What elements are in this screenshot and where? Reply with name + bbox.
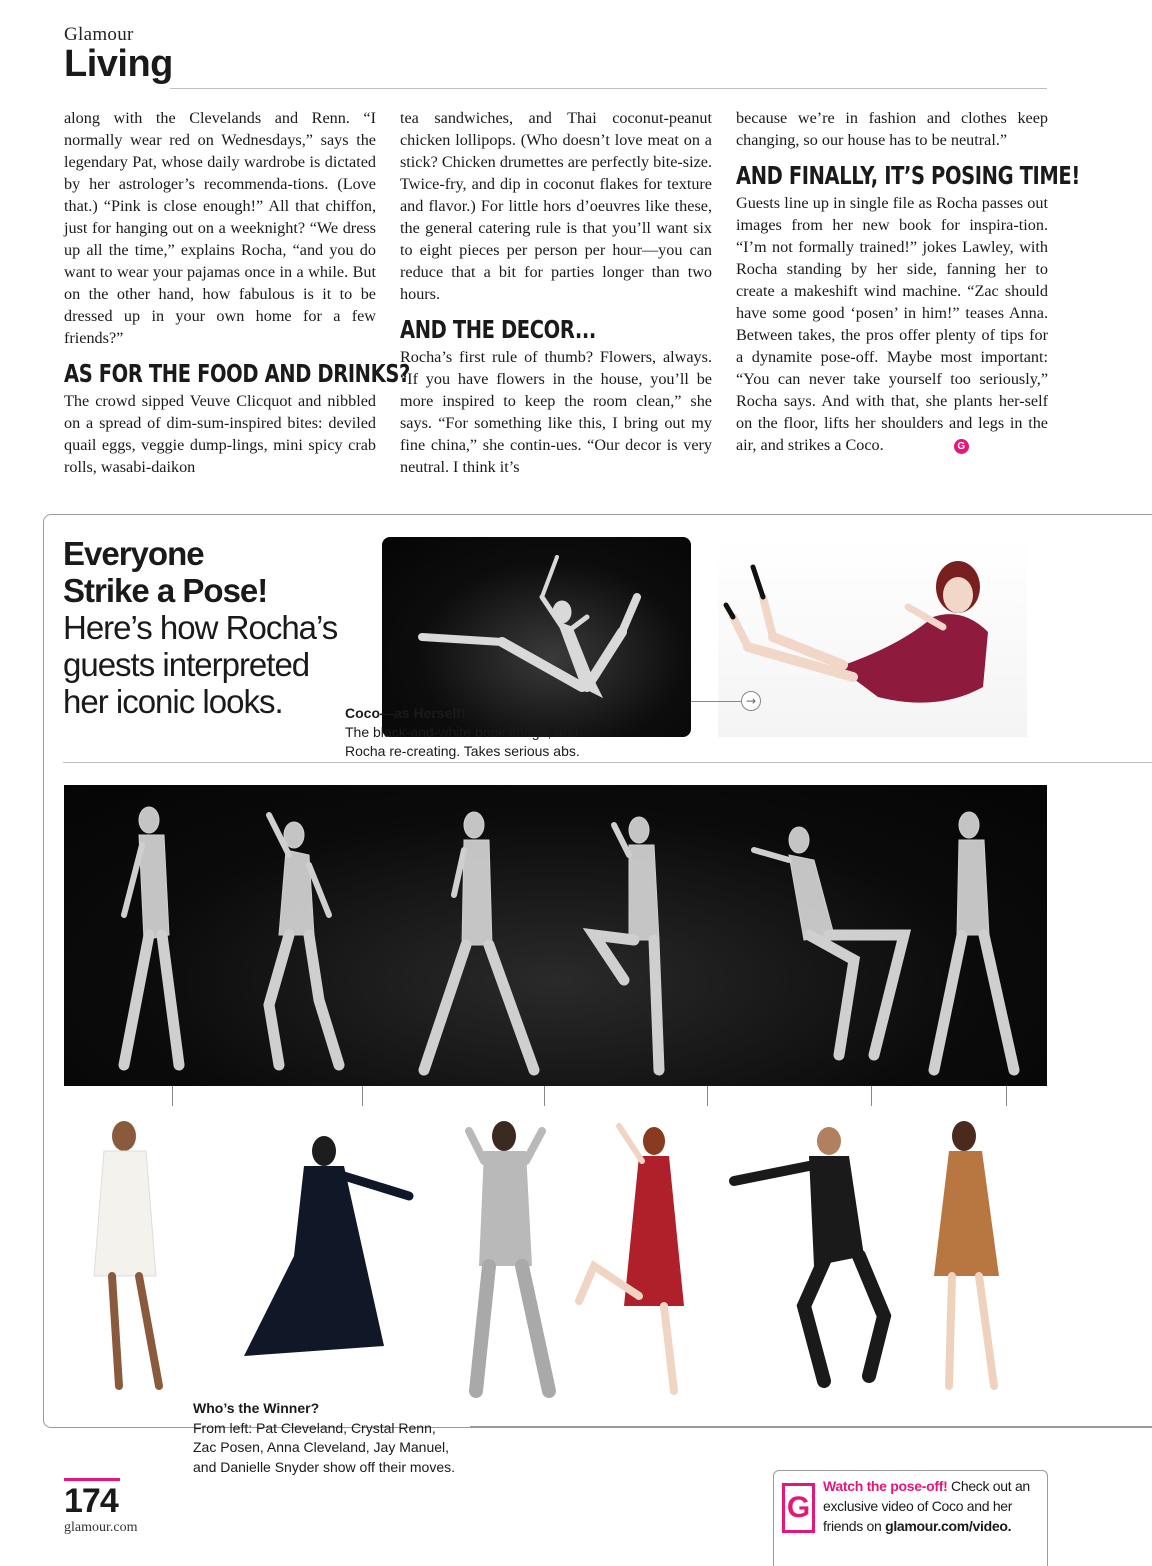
header-rule xyxy=(170,88,1047,89)
caption-line: The black-and-white book image, and xyxy=(345,724,579,740)
paragraph xyxy=(736,192,1048,456)
promo-lead: Watch the pose-off! xyxy=(823,1478,948,1494)
video-promo-box[interactable] xyxy=(773,1470,1048,1566)
guest-crystal-renn xyxy=(244,1136,409,1356)
page-number: 174 xyxy=(64,1482,118,1520)
caption-line: and Danielle Snyder show off their moves. xyxy=(193,1458,455,1475)
arrow-right-icon: → xyxy=(741,691,761,711)
caption-heading: Coco—as Herself! xyxy=(345,705,466,721)
folio-accent-bar xyxy=(64,1478,120,1481)
promo-body: Check out an exclusive video of Coco and her friends on xyxy=(823,1478,1030,1534)
subhead-decor: AND THE DECOR... xyxy=(400,315,596,344)
connector-line xyxy=(691,701,741,702)
guest-danielle-snyder xyxy=(934,1121,999,1386)
dancer-pose-6 xyxy=(934,812,1014,1070)
dancer-silhouettes xyxy=(64,785,1047,1086)
promo-text xyxy=(823,1476,1045,1536)
caption-winner xyxy=(193,1399,455,1477)
glamour-g-logo-icon: G xyxy=(782,1483,815,1533)
folio xyxy=(64,1478,138,1536)
article-column-1 xyxy=(64,107,410,478)
subhead-food: AS FOR THE FOOD AND DRINKS? xyxy=(64,359,410,388)
book-poses-strip xyxy=(64,785,1047,1086)
caption-line: Rocha re-creating. Takes serious abs. xyxy=(345,743,580,759)
guest-pat-cleveland xyxy=(94,1121,159,1386)
feature-subtitle-3: her iconic looks. xyxy=(63,683,283,720)
paragraph-text: Guests line up in single file as Rocha passes out images from her new book for inspira-tion. “I’m not formally trained!” jokes Lawley, with Rocha standing by her side, fanning her to create a makeshift wind machine. “Zac should have some good ‘posen’ in him!” teases Anna. Between takes, the pros offer plenty of tips for a dynamite pose-off. Maybe most important: “You can never take yourself too seriously,” Rocha says. And with that, she plants her-self on the floor, lifts her shoulders and legs in the air, and strikes a Coco. xyxy=(736,194,1048,454)
feature-headline-2: Strike a Pose! xyxy=(63,572,268,609)
paragraph: Rocha’s first rule of thumb? Flowers, always. “If you have flowers in the house, you’ll be more inspired to keep the room clean,” she says. “For something like this, I bring out my fine china,” she contin-ues. “Our decor is very neutral. I think it’s xyxy=(400,348,712,476)
model-figure xyxy=(718,537,1027,737)
paragraph: tea sandwiches, and Thai coconut-peanut chicken lollipops. (Who doesn’t love meat on a stick? Chicken drumettes are perfectly bite-size. Twice-fry, and dip in coconut flakes for texture and flavor.) For little hors d’oeuvres like these, the general catering rule is that you’ll want six to eight pieces per person per hour—you can reduce that a bit for parties longer than two hours. xyxy=(400,109,712,303)
guest-figures xyxy=(64,1106,1047,1407)
box-bottom-rule xyxy=(470,1426,1152,1427)
dancer-pose-4 xyxy=(594,817,659,1070)
dancer-pose-3 xyxy=(424,812,534,1070)
end-mark-icon: G xyxy=(954,439,969,454)
feature-headline-1: Everyone xyxy=(63,535,204,572)
feature-subtitle-1: Here’s how Rocha’s xyxy=(63,609,338,646)
caption-line: From left: Pat Cleveland, Crystal Renn, xyxy=(193,1419,436,1436)
paragraph: along with the Clevelands and Renn. “I normally wear red on Wednesdays,” says the legendary Pat, whose daily wardrobe is dictated by her astrologer’s recommenda-tions. (Love that.) “Pink is close enough!” All that chiffon, just for hanging out on a weeknight? “We dress up all the time,” explains Rocha, “and you do want to wear your pajamas once in a while. But on the other hand, how fabulous is it to be dressed up in your own home for a few friends?” xyxy=(64,109,376,347)
paragraph: because we’re in fashion and clothes keep changing, so our house has to be neutral.” xyxy=(736,109,1048,149)
page-header xyxy=(64,24,173,84)
paragraph: The crowd sipped Veuve Clicquot and nibbled on a spread of dim-sum-inspired bites: deviled quail eggs, veggie dump-lings, mini spicy crab rolls, wasabi-daikon xyxy=(64,392,376,476)
article-column-2 xyxy=(400,107,712,478)
site-url: glamour.com xyxy=(64,1520,138,1535)
feature-subtitle-2: guests interpreted xyxy=(63,646,310,683)
caption-coco xyxy=(345,704,580,761)
dancer-pose-1 xyxy=(124,807,179,1065)
promo-url-link[interactable]: glamour.com/video. xyxy=(885,1518,1012,1534)
subhead-posing: AND FINALLY, IT’S POSING TIME! xyxy=(736,161,1080,190)
caption-line: Zac Posen, Anna Cleveland, Jay Manuel, xyxy=(193,1439,450,1455)
feature-title xyxy=(63,535,337,720)
dancer-pose-5 xyxy=(754,827,904,1055)
article-column-3 xyxy=(736,107,1080,456)
guest-poses-strip xyxy=(64,1106,1047,1407)
dancer-pose-2 xyxy=(269,815,339,1065)
guest-zac-posen xyxy=(469,1121,549,1391)
guest-jay-manuel xyxy=(734,1127,884,1381)
caption-heading: Who’s the Winner? xyxy=(193,1400,320,1416)
masthead: Glamour xyxy=(64,24,134,45)
coco-recreation-photo xyxy=(718,537,1027,737)
section-divider xyxy=(63,762,1152,763)
guest-anna-cleveland xyxy=(579,1126,684,1391)
section-title: Living xyxy=(64,43,173,85)
